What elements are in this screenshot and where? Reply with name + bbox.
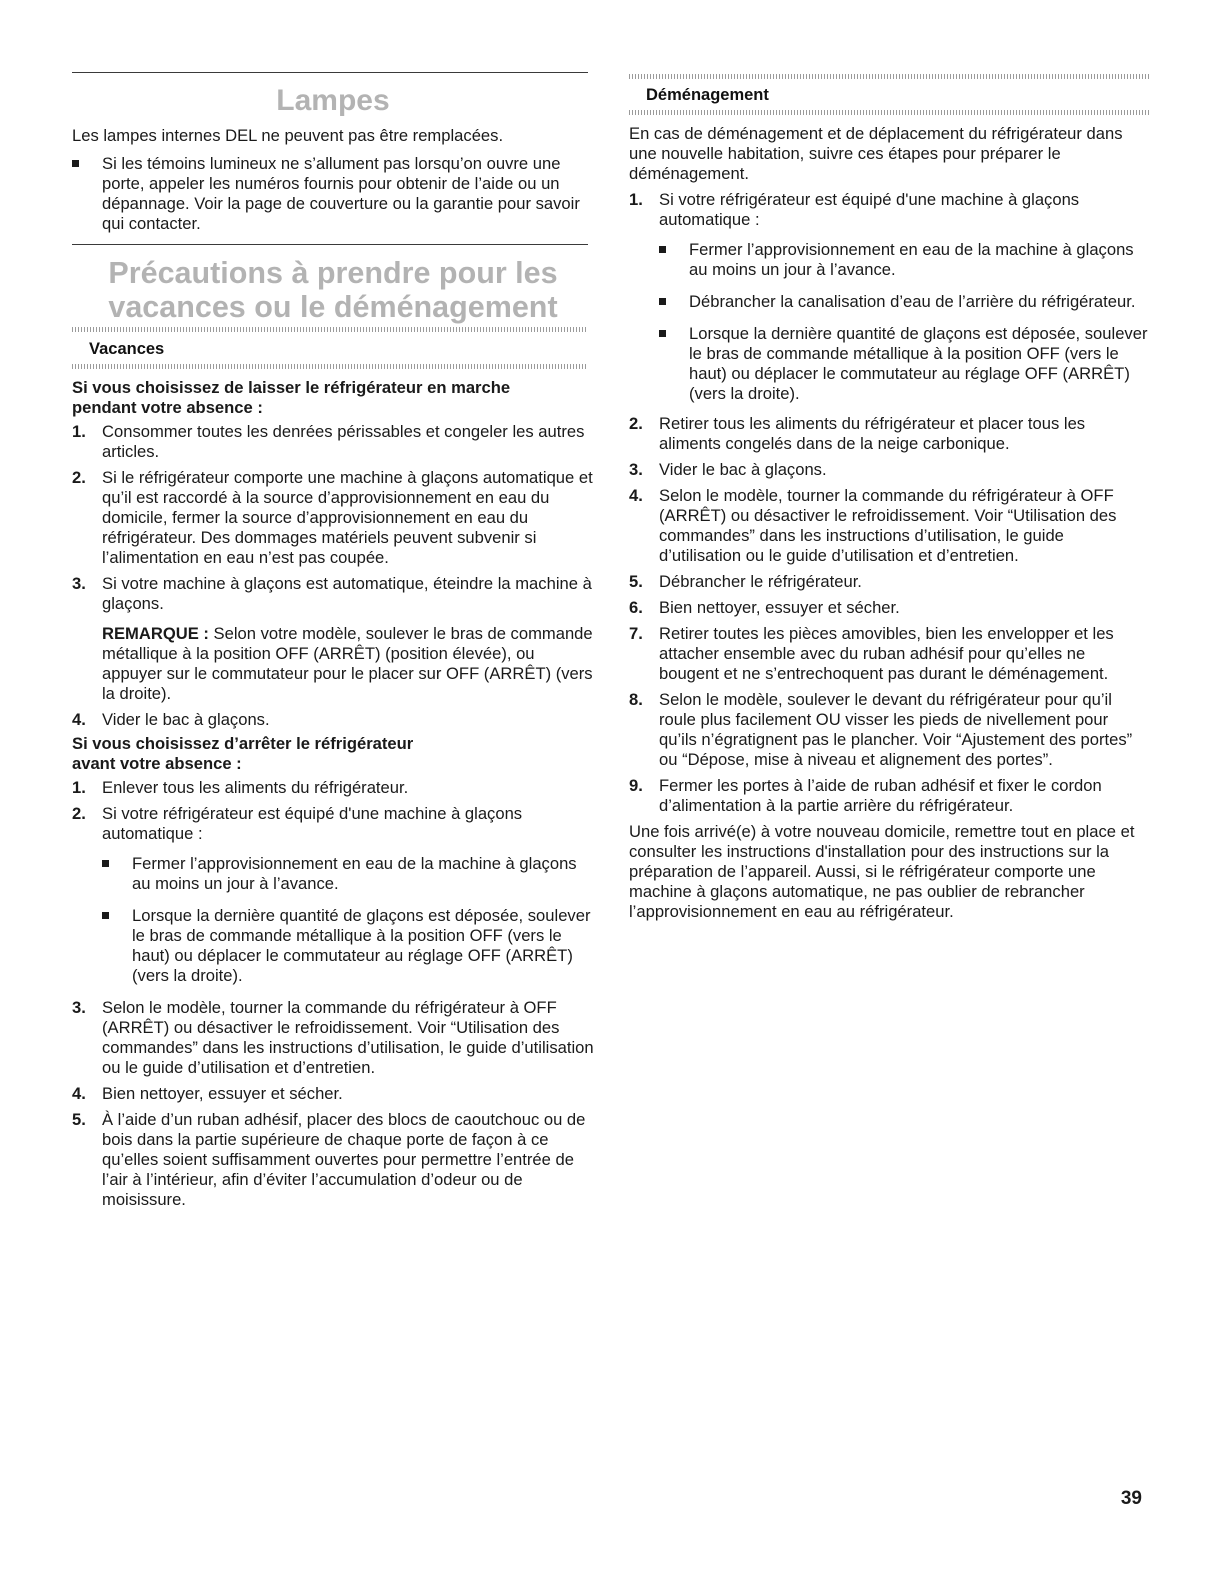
square-bullet-icon [659, 330, 666, 337]
heading-band-top [629, 74, 1149, 79]
demenagement-sub-bullet: Fermer l’approvisionnement en eau de la machine à glaçons au moins un jour à l’avance. [659, 240, 1149, 280]
lampes-title: Lampes [276, 84, 390, 117]
vacances-heading: Vacances [89, 340, 165, 358]
arret-item: 3. Selon le modèle, tourner la commande du réfrigérateur à OFF (ARRÊT) ou désactiver le refroidissement. Voir “Utilisation des commandes” dans les instructions d’utilisation, le guide d’utilisation ou le guide d’utilisation et d’entretien. [72, 998, 594, 1077]
demenagement-heading: Déménagement [646, 86, 769, 104]
arret-item: 4. Bien nettoyer, essuyer et sécher. [72, 1084, 343, 1103]
demenagement-item: 3. Vider le bac à glaçons. [629, 460, 827, 479]
demenagement-item: 5. Débrancher le réfrigérateur. [629, 572, 862, 591]
page-number: 39 [1120, 1488, 1142, 1509]
demenagement-section [629, 124, 1149, 922]
square-bullet-icon [659, 298, 666, 305]
section-divider [72, 244, 588, 245]
marche-item: 2. Si le réfrigérateur comporte une machine à glaçons automatique et qu’il est raccordé à la source d’approvisionnement en eau du domicile, fermer la source d’approvisionnement en eau du réfrigérateur. Des dommages matériels peuvent subvenir si l’alimentation en eau n’est pas coupée. [72, 468, 593, 567]
demenagement-item: 1. Si votre réfrigérateur est équipé d'une machine à glaçons automatique : Fermer l’approvisionnement en eau de la machine à glaçons au moins un jour à l’avance. Débrancher la canalisation d’eau de l’arrière du réfrigérateur. Lorsque la dernière quantité de glaçons est déposée, soulever le bras de commande métallique à la position OFF (vers le haut) ou déplacer le commutateur au réglage OFF (ARRÊT) (vers la droite). [629, 190, 1148, 403]
heading-band-bottom [72, 364, 588, 369]
demenagement-outro: Une fois arrivé(e) à votre nouveau domicile, remettre tout en place et consulter les instructions d'installation pour des instructions sur la préparation de l’appareil. Aussi, si le réfrigérateur comporte une machine à glaçons automatique, ne pas oublier de rebrancher l’approvisionnement en eau au réfrigérateur. [629, 822, 1135, 921]
arret-sub-bullet: Lorsque la dernière quantité de glaçons est déposée, soulever le bras de commande métallique à la position OFF (vers le haut) ou déplacer le commutateur au réglage OFF (ARRÊT) (vers la droite). [102, 906, 594, 986]
demenagement-intro: En cas de déménagement et de déplacement du réfrigérateur dans une nouvelle habitation, suivre ces étapes pour préparer le déménagement. [629, 124, 1123, 183]
arret-heading: Si vous choisissez d’arrêter le réfrigérateur avant votre absence : [72, 734, 414, 773]
arret-item: 1. Enlever tous les aliments du réfrigérateur. [72, 778, 409, 797]
square-bullet-icon [72, 160, 79, 167]
lampes-intro: Les lampes internes DEL ne peuvent pas être remplacées. [72, 126, 504, 145]
arret-sub-bullet: Fermer l’approvisionnement en eau de la machine à glaçons au moins un jour à l’avance. [102, 854, 594, 894]
demenagement-sub-bullet: Lorsque la dernière quantité de glaçons est déposée, soulever le bras de commande métallique à la position OFF (vers le haut) ou déplacer le commutateur au réglage OFF (ARRÊT) (vers la droite). [659, 324, 1149, 404]
marche-heading: Si vous choisissez de laisser le réfrigérateur en marche pendant votre absence : [72, 378, 511, 417]
demenagement-sub-bullet: Débrancher la canalisation d’eau de l’arrière du réfrigérateur. [659, 292, 1149, 312]
arret-item: 5. À l’aide d’un ruban adhésif, placer des blocs de caoutchouc ou de bois dans la partie supérieure de chaque porte de façon à ce qu’elles soient suffisamment ouvertes pour permettre l’entrée de l’air à l’intérieur, afin d’éviter l’accumulation d’odeur ou de moisissure. [72, 1110, 586, 1209]
square-bullet-icon [102, 860, 109, 867]
square-bullet-icon [102, 912, 109, 919]
marche-item: 1. Consommer toutes les denrées périssables et congeler les autres articles. [72, 422, 585, 461]
heading-band-bottom [629, 110, 1149, 115]
lampes-section [72, 126, 594, 234]
section-divider [72, 72, 588, 73]
demenagement-item: 4. Selon le modèle, tourner la commande du réfrigérateur à OFF (ARRÊT) ou désactiver le refroidissement. Voir “Utilisation des commandes” dans les instructions d’utilisation, le guide d’utilisation ou le guide d’utilisation et d’entretien. [629, 486, 1117, 565]
remarque-note: REMARQUE : Selon votre modèle, soulever le bras de commande métallique à la position OFF (ARRÊT) (position élevée), ou appuyer sur le commutateur pour le placer sur OFF (ARRÊT) (vers la droite). [102, 624, 593, 703]
heading-band-top [72, 327, 588, 332]
demenagement-item: 2. Retirer tous les aliments du réfrigérateur et placer tous les aliments congelés dans de la neige carbonique. [629, 414, 1086, 453]
demenagement-item: 8. Selon le modèle, soulever le devant du réfrigérateur pour qu’il roule plus facilement OU visser les pieds de nivellement pour qu’ils n’égratignent pas le plancher. Voir “Ajustement des portes” ou “Dépose, mise à niveau et alignement des portes”. [629, 690, 1133, 769]
marche-item: 4. Vider le bac à glaçons. [72, 710, 270, 729]
marche-item: 3. Si votre machine à glaçons est automatique, éteindre la machine à glaçons. REMARQUE : Selon votre modèle, soulever le bras de commande métallique à la position OFF (ARRÊT) (position élevée), ou appuyer sur le commutateur pour le placer sur OFF (ARRÊT) (vers la droite). [72, 574, 593, 703]
vacances-section [72, 378, 594, 1210]
demenagement-item: 7. Retirer toutes les pièces amovibles, bien les envelopper et les attacher ensemble avec du ruban adhésif pour qu’elles ne bougent et ne s’entrechoquent pas durant le déménagement. [629, 624, 1114, 683]
precautions-title: Précautions à prendre pour les vacances ou le déménagement [108, 256, 558, 324]
square-bullet-icon [659, 246, 666, 253]
arret-item: 2. Si votre réfrigérateur est équipé d'une machine à glaçons automatique : Fermer l’approvisionnement en eau de la machine à glaçons au moins un jour à l’avance. Lorsque la dernière quantité de glaçons est déposée, soulever le bras de commande métallique à la position OFF (vers le haut) ou déplacer le commutateur au réglage OFF (ARRÊT) (vers la droite). [72, 804, 594, 986]
demenagement-item: 6. Bien nettoyer, essuyer et sécher. [629, 598, 900, 617]
demenagement-item: 9. Fermer les portes à l’aide de ruban adhésif et fixer le cordon d’alimentation à la partie arrière du réfrigérateur. [629, 776, 1102, 815]
lampes-bullet: Si les témoins lumineux ne s’allument pas lorsqu’on ouvre une porte, appeler les numéros fournis pour obtenir de l’aide ou un dépannage. Voir la page de couverture ou la garantie pour savoir qui contacter. [72, 154, 594, 234]
